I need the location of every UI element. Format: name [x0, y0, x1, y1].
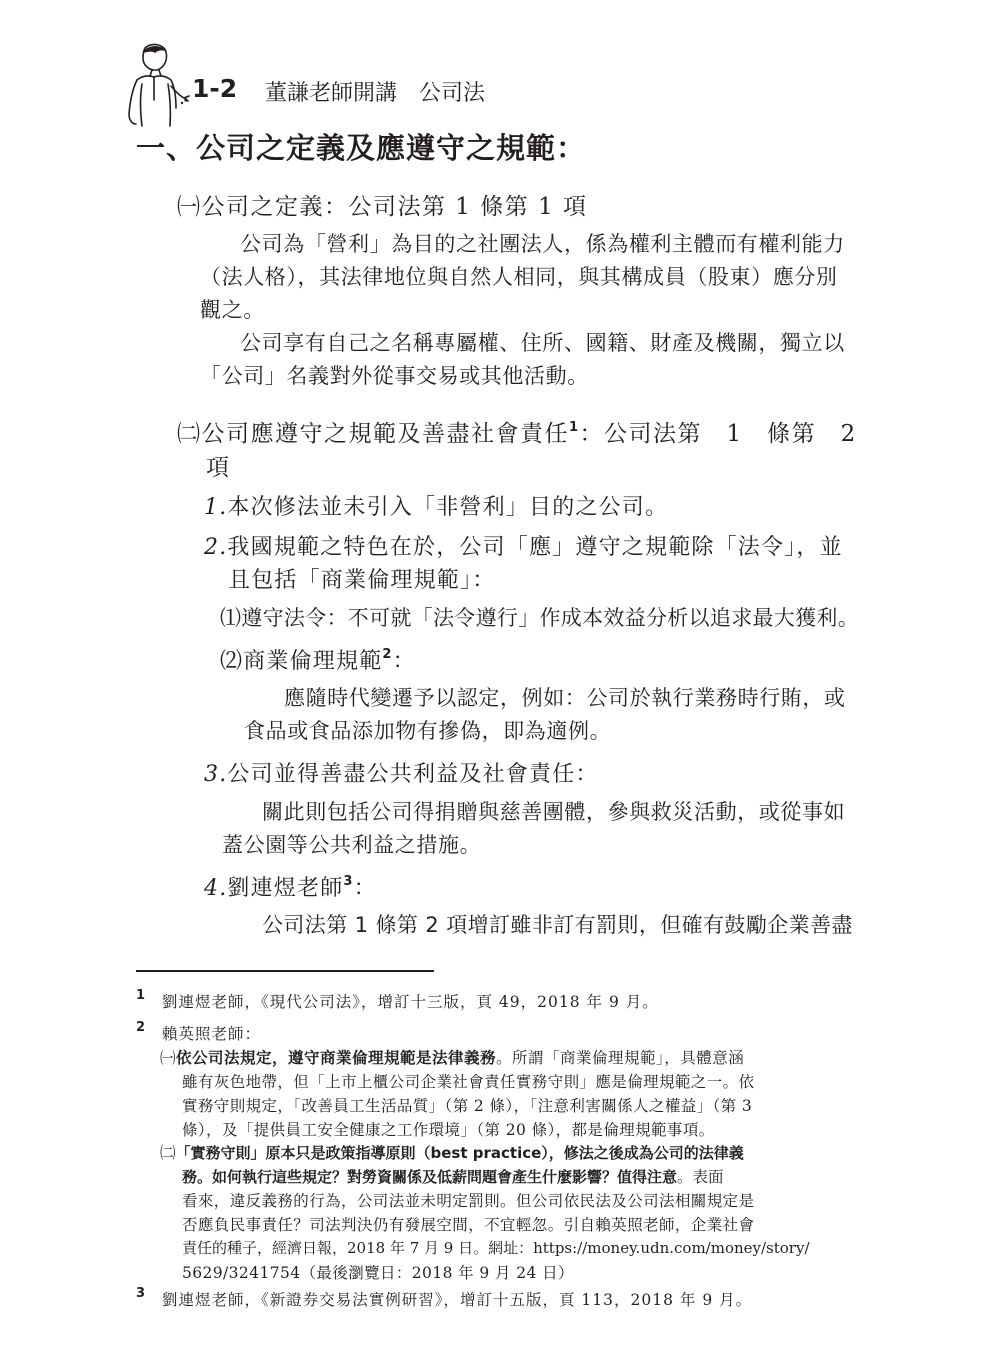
list-item [204, 871, 377, 902]
sub-item-paragraph-line: 應隨時代變遷予以認定，例如：公司於執行業務時行賄，或 [284, 686, 846, 710]
part1-heading: ㈠公司之定義：公司法第 1 條第 1 項 [177, 194, 588, 220]
item-paragraph-line: 蓋公園等公共利益之措施。 [222, 833, 482, 857]
item-text-continued: 且包括「商業倫理規範」： [228, 568, 496, 593]
sub-item-colon: ： [392, 649, 416, 674]
item-text: 公司並得善盡公共利益及社會責任： [227, 762, 599, 787]
item-number: 4. [204, 876, 228, 901]
footnote-marker: ㈡ [160, 1144, 176, 1162]
sub-item: ⑴遵守法令：不可就「法令遵行」作成本效益分析以追求最大獲利。 [220, 606, 859, 630]
footnote-text: 賴英照老師： [162, 1025, 262, 1043]
sub-item-label: ⑵商業倫理規範 [220, 649, 383, 674]
footnote-divider [136, 970, 434, 972]
item-text: 我國規範之特色在於，公司「應」遵守之規範除「法令」，並 [227, 535, 843, 560]
teacher-illustration [112, 40, 192, 130]
item-colon: ： [353, 876, 377, 901]
footnote-line: 雖有灰色地帶，但「上市上櫃公司企業社會責任實務守則」應是倫理規範之一。依 [182, 1073, 755, 1091]
footnote-text: 。表面 [677, 1168, 724, 1186]
footnote-line: 否應負民事責任？司法判決仍有發展空間，不宜輕忽。引自賴英照老師，企業社會 [182, 1216, 755, 1234]
list-item [204, 490, 668, 521]
sub-item-paragraph-line: 食品或食品添加物有摻偽，即為適例。 [244, 719, 612, 743]
footnote-text: 劉連煜老師，《現代公司法》，增訂十三版，頁 49，2018 年 9 月。 [162, 993, 659, 1011]
item-text: 劉連煜老師 [227, 876, 344, 901]
footnote-subitem [160, 1141, 744, 1163]
footnote-ref: 2 [382, 647, 393, 662]
footnote-text: 劉連煜老師，《新證券交易法實例研習》，增訂十五版，頁 113，2018 年 9 月。 [162, 1291, 753, 1309]
list-item [204, 530, 843, 561]
footnote-line: 責任的種子，經濟日報，2018 年 7 月 9 日。網址：https://money.udn.com/money/story/ [182, 1239, 810, 1257]
footnote-line: 看來，違反義務的行為，公司法並未明定罰則。但公司依民法及公司法相關規定是 [182, 1192, 755, 1210]
item-text: 本次修法並未引入「非營利」目的之公司。 [227, 495, 669, 520]
item-number: 2. [204, 535, 228, 560]
item-number: 3. [204, 762, 228, 787]
header-title: 董謙老師開講 公司法 [265, 81, 486, 106]
item-paragraph-line: 關此則包括公司得捐贈與慈善團體，參與救災活動，或從事如 [262, 800, 846, 824]
part1-paragraph-line: 「公司」名義對外從事交易或其他活動。 [200, 364, 589, 388]
sub-item [220, 644, 416, 675]
part1-paragraph-line: 公司享有自己之名稱專屬權、住所、國籍、財產及機關，獨立以 [240, 331, 845, 355]
footnote-emphasis: 依公司法規定，遵守商業倫理規範是法律義務 [176, 1049, 497, 1067]
part1-paragraph-line: 公司為「營利」為目的之社團法人，係為權利主體而有權利能力 [240, 232, 845, 256]
item-paragraph-line: 公司法第 1 條第 2 項增訂雖非訂有罰則，但確有鼓勵企業善盡 [262, 913, 853, 937]
page-number: 1-2 [192, 74, 238, 103]
footnote-line: 實務守則規定，「改善員工生活品質」（第 2 條），「注意利害關係人之權益」（第 3 [182, 1097, 753, 1115]
footnote-emphasis: 「實務守則」原本只是政策指導原則（best practice），修法之後成為公司的法律義 [175, 1144, 744, 1162]
footnote-text: 。所謂「商業倫理規範」，具體意涵 [496, 1049, 745, 1067]
item-number: 1. [204, 495, 228, 520]
footnote-line: 條），及「提供員工安全健康之工作環境」（第 20 條），都是倫理規範事項。 [182, 1121, 715, 1139]
part1-paragraph-line: 觀之。 [200, 298, 265, 322]
part1-paragraph-line: （法人格），其法律地位與自然人相同，與其構成員（股東）應分別 [200, 265, 838, 289]
part2-heading [177, 415, 857, 448]
footnote-emphasis: 務。如何執行這些規定？對勞資關係及低薪問題會產生什麼影響？值得注意 [182, 1168, 678, 1186]
footnote-line [182, 1165, 724, 1187]
section-heading: 一、公司之定義及應遵守之規範： [136, 131, 587, 165]
part2-heading-continued: 項 [206, 455, 231, 481]
footnote-line: 5629/3241754（最後瀏覽日：2018 年 9 月 24 日） [182, 1264, 574, 1282]
part2-heading-tail: ：公司法第 1 條第 2 [579, 421, 857, 447]
footnote-number: 2 [136, 1020, 146, 1035]
footnote-number: 1 [136, 988, 146, 1003]
footnote-subitem [160, 1046, 744, 1068]
footnote-ref: 1 [569, 420, 580, 435]
footnote-marker: ㈠ [160, 1049, 177, 1067]
list-item [204, 757, 599, 788]
footnote-ref: 3 [343, 874, 354, 889]
footnote-number: 3 [136, 1286, 146, 1301]
part2-heading-text: ㈡公司應遵守之規範及善盡社會責任 [177, 421, 569, 447]
